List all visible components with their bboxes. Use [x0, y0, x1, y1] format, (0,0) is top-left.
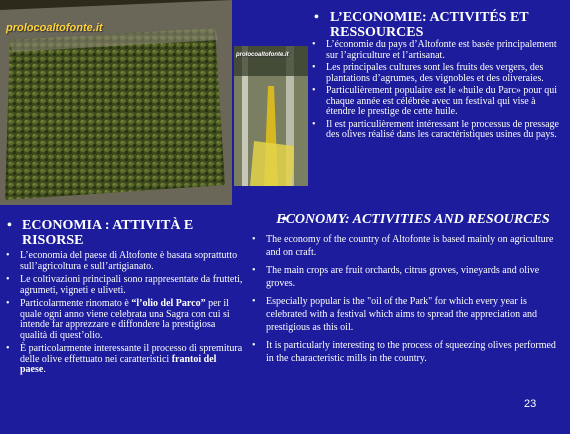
olive-oil-pouring-image: [234, 46, 308, 186]
list-item: • Particulièrement populaire est le «huile du Parc» pour qui chaque année est célébrée avec un festival qui vise à étendre le prestige de cette huile.: [308, 86, 563, 118]
english-section: [248, 211, 564, 365]
item-text: per il quale ogni anno viene celebrata una Sagra con cui si intende far apprezzare e diffondere la prestigiosa qualità di quest’olio.: [20, 298, 230, 341]
italian-list: [2, 251, 244, 376]
list-item: • Il est particulièrement intéressant le processus de pressage des olives réalisé dans les caractéristiques usines du pays.: [308, 120, 563, 141]
photo-watermark: prolocoaltofonte.it: [6, 22, 103, 34]
english-title: • ECONOMY: ACTIVITIES AND RESOURCES: [248, 211, 564, 228]
item-text: .: [43, 364, 46, 375]
item-bold-text: frantoi del paese: [20, 353, 217, 375]
item-text: L’economia del paese di Altofonte è basata soprattutto sull’agricoltura e sull’artigianato.: [20, 250, 238, 272]
olives-photo: [0, 0, 232, 205]
list-item: • It is particularly interesting to the process of squeezing olives performed in the characteristic mills in the country.: [248, 339, 564, 365]
italian-section: [2, 218, 244, 376]
item-text: È particolarmente interessante il processo di spremitura delle olive effettuato nei caratteristici: [20, 343, 243, 365]
list-item: • Especially popular is the "oil of the Park" for which every year is celebrated with a festival which aims to spread the appreciation and prestigious as this oil.: [248, 295, 564, 334]
list-item: [2, 299, 244, 341]
list-item: • The main crops are fruit orchards, citrus groves, vineyards and olive groves.: [248, 264, 564, 290]
item-text: Le coltivazioni principali sono rappresentate da frutteti, agrumeti, vigneti e uliveti.: [20, 274, 243, 296]
list-item: • Les principales cultures sont les fruits des vergers, des plantations d’agrumes, des vignobles et des oliveraies.: [308, 63, 563, 84]
photo-watermark: prolocoaltofonte.it: [236, 52, 289, 58]
french-title: • L’ECONOMIE: ACTIVITÉS ET RESSOURCES: [308, 10, 563, 40]
english-list: [248, 233, 564, 365]
french-section: [308, 10, 563, 143]
list-item: [2, 344, 244, 376]
list-item: [2, 275, 244, 296]
french-list: [308, 40, 563, 141]
list-item: [2, 251, 244, 272]
italian-title: • ECONOMIA : ATTIVITÀ E RISORSE: [2, 218, 244, 248]
item-bold-text: “l’olio del Parco”: [131, 298, 206, 309]
page-number: 23: [524, 398, 537, 410]
list-item: • L’économie du pays d’Altofonte est basée principalement sur l’agriculture et l’artisanat.: [308, 40, 563, 61]
list-item: • The economy of the country of Altofonte is based mainly on agriculture and on craft.: [248, 233, 564, 259]
olive-oil-photo: [234, 46, 308, 186]
item-text: Particolarmente rinomato è: [20, 298, 132, 309]
